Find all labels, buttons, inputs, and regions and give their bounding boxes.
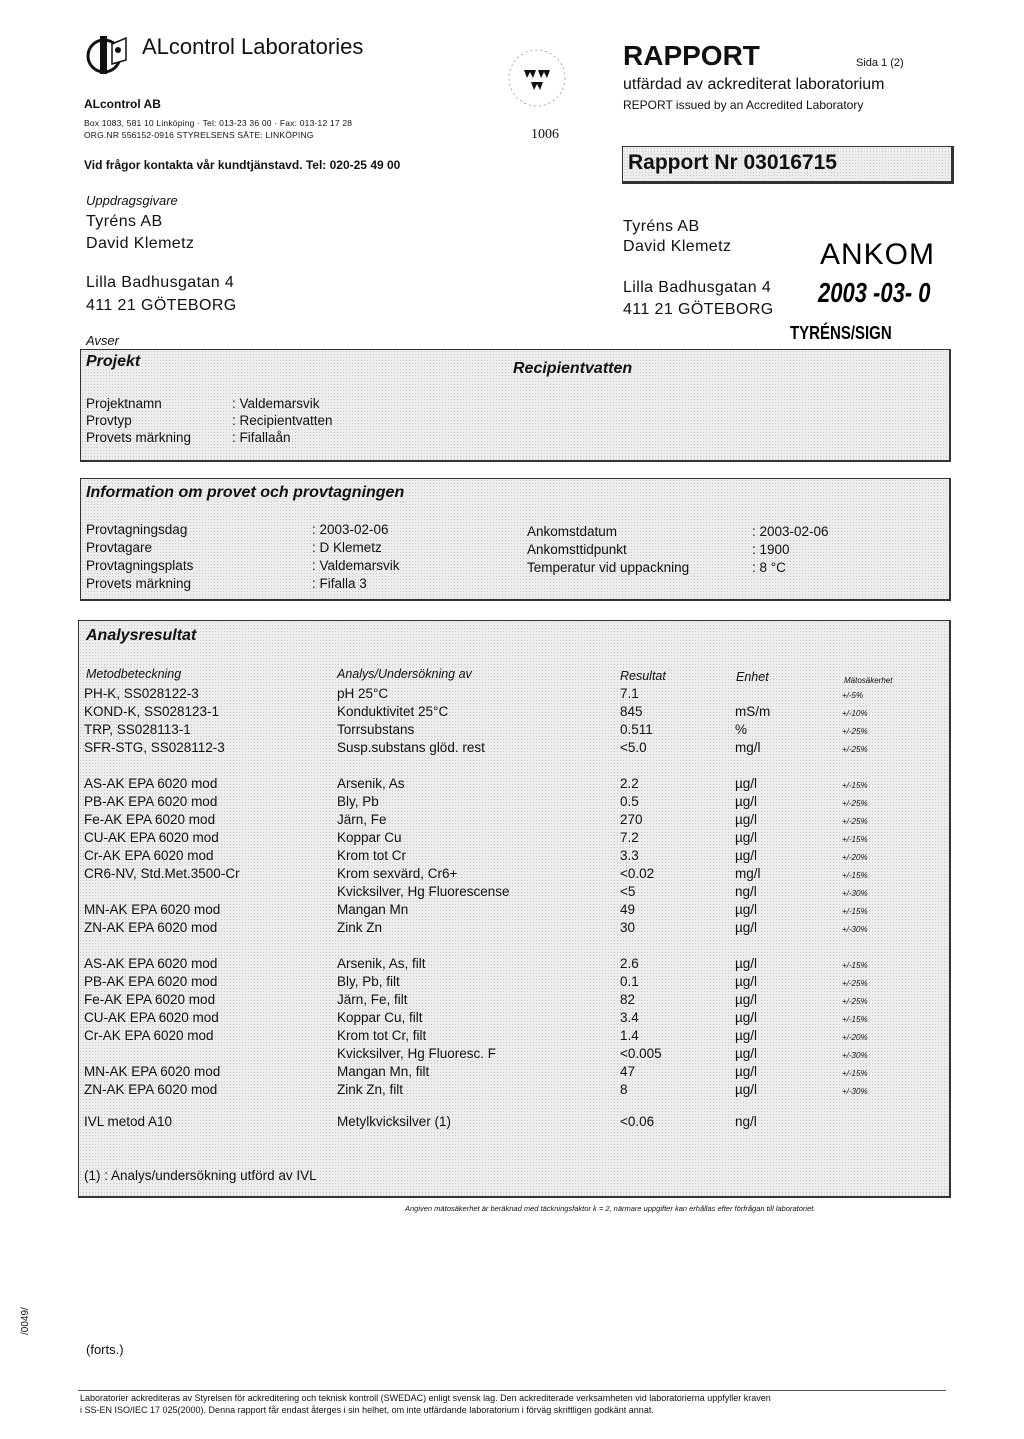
project-row-label: Projektnamn	[86, 396, 162, 411]
uncertainty-cell: +/-25%	[842, 799, 868, 808]
unit-cell: mS/m	[735, 704, 771, 719]
sample-row-value: : 1900	[752, 542, 790, 557]
uncertainty-cell: +/-25%	[842, 979, 868, 988]
result-cell: 2.6	[620, 956, 639, 971]
sample-row-label: Provtagningsplats	[86, 558, 194, 573]
project-row-value: : Recipientvatten	[232, 413, 333, 428]
received-stamp: ANKOM	[820, 238, 936, 271]
uncertainty-cell: +/-20%	[842, 1033, 868, 1042]
analysis-cell: Järn, Fe	[337, 812, 387, 827]
uncertainty-cell: +/-15%	[842, 1069, 868, 1078]
analysis-cell: pH 25°C	[337, 686, 389, 701]
uncertainty-cell: +/-30%	[842, 925, 868, 934]
result-cell: <0.06	[620, 1114, 655, 1129]
analysis-cell: Koppar Cu, filt	[337, 1010, 423, 1025]
analysis-cell: Torrsubstans	[337, 722, 415, 737]
result-cell: 270	[620, 812, 643, 827]
client-person: David Klemetz	[86, 235, 195, 252]
method-cell: CR6-NV, Std.Met.3500-Cr	[84, 866, 240, 881]
result-cell: 2.2	[620, 776, 639, 791]
analysis-cell: Mangan Mn	[337, 902, 409, 917]
unit-cell: µg/l	[735, 902, 758, 917]
result-cell: 47	[620, 1064, 636, 1079]
analysis-cell: Zink Zn	[337, 920, 383, 935]
analysis-cell: Kvicksilver, Hg Fluorescense	[337, 884, 510, 899]
recipient-title: Recipientvatten	[513, 360, 633, 377]
unit-cell: µg/l	[735, 1082, 758, 1097]
header-uncertainty: Mätosäkerhet	[844, 676, 893, 685]
result-cell: 7.1	[620, 686, 639, 701]
client-street: Lilla Badhusgatan 4	[86, 274, 235, 291]
uncertainty-cell: +/-30%	[842, 889, 868, 898]
analysis-cell: Metylkvicksilver (1)	[337, 1114, 452, 1129]
result-cell: 0.1	[620, 974, 639, 989]
uncertainty-cell: +/-30%	[842, 1051, 868, 1060]
uncertainty-note: Angiven mätosäkerhet är beräknad med täckningsfaktor k = 2, närmare uppgifter kan erhållas efter förfrågan till laboratoriet.	[405, 1204, 816, 1213]
page-number: Sida 1 (2)	[856, 57, 904, 69]
uncertainty-cell: +/-15%	[842, 871, 868, 880]
analysis-cell: Mangan Mn, filt	[337, 1064, 430, 1079]
analysis-cell: Susp.substans glöd. rest	[337, 740, 485, 755]
unit-cell: µg/l	[735, 974, 758, 989]
unit-cell: µg/l	[735, 1028, 758, 1043]
unit-cell: µg/l	[735, 920, 758, 935]
result-cell: 8	[620, 1082, 628, 1097]
header-method: Metodbeteckning	[86, 667, 182, 681]
sample-row-label: Temperatur vid uppackning	[527, 560, 690, 575]
result-cell: 1.4	[620, 1028, 639, 1043]
footer-divider	[78, 1390, 946, 1391]
unit-cell: mg/l	[735, 740, 761, 755]
recipient-street: Lilla Badhusgatan 4	[623, 279, 772, 296]
unit-cell: µg/l	[735, 956, 758, 971]
unit-cell: ng/l	[735, 884, 757, 899]
uncertainty-cell: +/-15%	[842, 1015, 868, 1024]
unit-cell: µg/l	[735, 830, 758, 845]
unit-cell: µg/l	[735, 812, 758, 827]
unit-cell: µg/l	[735, 848, 758, 863]
method-cell: IVL metod A10	[84, 1114, 173, 1129]
sample-row-value: : 2003-02-06	[752, 524, 829, 539]
analysis-cell: Krom tot Cr, filt	[337, 1028, 427, 1043]
uncertainty-cell: +/-15%	[842, 781, 868, 790]
sample-row-label: Ankomstdatum	[527, 524, 618, 539]
client-name: Tyréns AB	[86, 213, 163, 230]
sample-row-label: Ankomsttidpunkt	[527, 542, 627, 557]
method-cell: Cr-AK EPA 6020 mod	[84, 848, 214, 863]
uncertainty-cell: +/-10%	[842, 709, 868, 718]
report-title: RAPPORT	[623, 40, 760, 71]
footer-note-line2: i SS-EN ISO/IEC 17 025(2000). Denna rapport får endast återges i sin helhet, om inte utfärdande laboratorium i förväg skriftligen godkänt annat.	[80, 1405, 654, 1415]
analysis-cell: Arsenik, As, filt	[337, 956, 426, 971]
method-cell: CU-AK EPA 6020 mod	[84, 1010, 219, 1025]
unit-cell: µg/l	[735, 992, 758, 1007]
unit-cell: µg/l	[735, 1010, 758, 1025]
method-cell: PB-AK EPA 6020 mod	[84, 974, 218, 989]
result-cell: 0.5	[620, 794, 639, 809]
project-row-value: : Fifallaån	[232, 430, 291, 445]
header-result: Resultat	[620, 669, 666, 683]
uncertainty-cell: +/-25%	[842, 817, 868, 826]
result-cell: 845	[620, 704, 643, 719]
uncertainty-cell: +/-15%	[842, 907, 868, 916]
sample-row-value: : 2003-02-06	[312, 522, 389, 537]
header-unit: Enhet	[736, 670, 769, 684]
contact-line: Vid frågor kontakta vår kundtjänstavd. Tel: 020-25 49 00	[84, 158, 401, 172]
report-subtitle-sv: utfärdad av ackrediterat laboratorium	[623, 76, 885, 93]
uncertainty-cell: +/-25%	[842, 727, 868, 736]
result-cell: 49	[620, 902, 636, 917]
sample-row-label: Provtagare	[86, 540, 153, 555]
unit-cell: µg/l	[735, 1064, 758, 1079]
recipient-name: Tyréns AB	[623, 218, 700, 235]
continued-note: (forts.)	[86, 1342, 124, 1357]
unit-cell: µg/l	[735, 1046, 758, 1061]
analysis-cell: Järn, Fe, filt	[337, 992, 408, 1007]
uncertainty-cell: +/-5%	[842, 691, 864, 700]
unit-cell: µg/l	[735, 776, 758, 791]
accreditation-number: 1006	[531, 127, 559, 142]
project-row-value: : Valdemarsvik	[232, 396, 320, 411]
method-cell: MN-AK EPA 6020 mod	[84, 902, 221, 917]
result-cell: <0.005	[620, 1046, 662, 1061]
result-cell: 7.2	[620, 830, 639, 845]
footer-note-line1: Laboratorier ackrediteras av Styrelsen för ackreditering och teknisk kontroll (SWEDAC) enligt svensk lag. Den ackrediterade verksamheten vid laboratorierna uppfyller kraven	[80, 1393, 771, 1403]
analysis-cell: Kvicksilver, Hg Fluoresc. F	[337, 1046, 497, 1061]
method-cell: PH-K, SS028122-3	[84, 686, 199, 701]
recipient-person: David Klemetz	[623, 238, 732, 255]
result-cell: <0.02	[620, 866, 655, 881]
result-cell: 30	[620, 920, 636, 935]
unit-cell: µg/l	[735, 794, 758, 809]
method-cell: Cr-AK EPA 6020 mod	[84, 1028, 214, 1043]
alcontrol-logo-icon	[82, 30, 132, 80]
analysis-cell: Bly, Pb	[337, 794, 379, 809]
uncertainty-cell: +/-30%	[842, 1087, 868, 1096]
method-cell: Fe-AK EPA 6020 mod	[84, 992, 216, 1007]
uncertainty-cell: +/-25%	[842, 997, 868, 1006]
result-cell: 82	[620, 992, 636, 1007]
swedac-seal-icon	[500, 40, 575, 120]
unit-cell: ng/l	[735, 1114, 757, 1129]
analysis-cell: Zink Zn, filt	[337, 1082, 404, 1097]
analysis-cell: Krom tot Cr	[337, 848, 407, 863]
result-cell: 3.3	[620, 848, 639, 863]
method-cell: MN-AK EPA 6020 mod	[84, 1064, 221, 1079]
result-cell: <5	[620, 884, 636, 899]
method-cell: KOND-K, SS028123-1	[84, 704, 220, 719]
analysis-title: Analysresultat	[86, 627, 197, 644]
received-stamp-sign: TYRÉNS/SIGN	[790, 322, 892, 345]
unit-cell: %	[735, 722, 748, 737]
header-analysis: Analys/Undersökning av	[337, 667, 472, 681]
analysis-footnote: (1) : Analys/undersökning utförd av IVL	[84, 1168, 317, 1183]
sample-row-label: Provets märkning	[86, 576, 192, 591]
company-org-number: ORG.NR 556152-0916 STYRELSENS SÄTE: LINKÖPING	[84, 130, 314, 140]
analysis-cell: Koppar Cu	[337, 830, 402, 845]
analysis-cell: Arsenik, As	[337, 776, 405, 791]
uncertainty-cell: +/-20%	[842, 853, 868, 862]
project-row-label: Provets märkning	[86, 430, 192, 445]
method-cell: ZN-AK EPA 6020 mod	[84, 920, 218, 935]
company-name: ALcontrol AB	[84, 97, 161, 111]
sample-info-title: Information om provet och provtagningen	[86, 484, 405, 501]
client-city: 411 21 GÖTEBORG	[86, 297, 237, 314]
method-cell: Fe-AK EPA 6020 mod	[84, 812, 216, 827]
sample-row-label: Provtagningsdag	[86, 522, 188, 537]
analysis-cell: Bly, Pb, filt	[337, 974, 400, 989]
method-cell: TRP, SS028113-1	[84, 722, 191, 737]
avser-label: Avser	[86, 333, 119, 348]
method-cell: AS-AK EPA 6020 mod	[84, 776, 218, 791]
analysis-cell: Konduktivitet 25°C	[337, 704, 449, 719]
method-cell: AS-AK EPA 6020 mod	[84, 956, 218, 971]
sample-row-value: : Valdemarsvik	[312, 558, 400, 573]
project-row-label: Provtyp	[86, 413, 132, 428]
method-cell: CU-AK EPA 6020 mod	[84, 830, 219, 845]
uncertainty-cell: +/-15%	[842, 835, 868, 844]
method-cell: SFR-STG, SS028112-3	[84, 740, 225, 755]
result-cell: 3.4	[620, 1010, 639, 1025]
result-cell: 0.511	[620, 722, 653, 737]
side-code: /0049/	[20, 1307, 31, 1335]
method-cell: ZN-AK EPA 6020 mod	[84, 1082, 218, 1097]
recipient-city: 411 21 GÖTEBORG	[623, 301, 774, 318]
unit-cell: mg/l	[735, 866, 761, 881]
project-title: Projekt	[86, 353, 141, 370]
sample-row-value: : D Klemetz	[312, 540, 382, 555]
received-stamp-date: 2003 -03- 0	[818, 276, 931, 308]
sample-row-value: : Fifalla 3	[312, 576, 367, 591]
report-subtitle-en: REPORT issued by an Accredited Laboratory	[623, 98, 864, 112]
company-address: Box 1083, 581 10 Linköping · Tel: 013-23 36 00 · Fax: 013-12 17 28	[84, 118, 353, 128]
uncertainty-cell: +/-25%	[842, 745, 868, 754]
sample-row-value: : 8 °C	[752, 560, 786, 575]
method-cell: PB-AK EPA 6020 mod	[84, 794, 218, 809]
analysis-cell: Krom sexvärd, Cr6+	[337, 866, 458, 881]
result-cell: <5.0	[620, 740, 647, 755]
client-section-label: Uppdragsgivare	[86, 193, 178, 208]
lab-name: ALcontrol Laboratories	[142, 34, 364, 59]
report-number: Rapport Nr 03016715	[628, 151, 837, 174]
uncertainty-cell: +/-15%	[842, 961, 868, 970]
